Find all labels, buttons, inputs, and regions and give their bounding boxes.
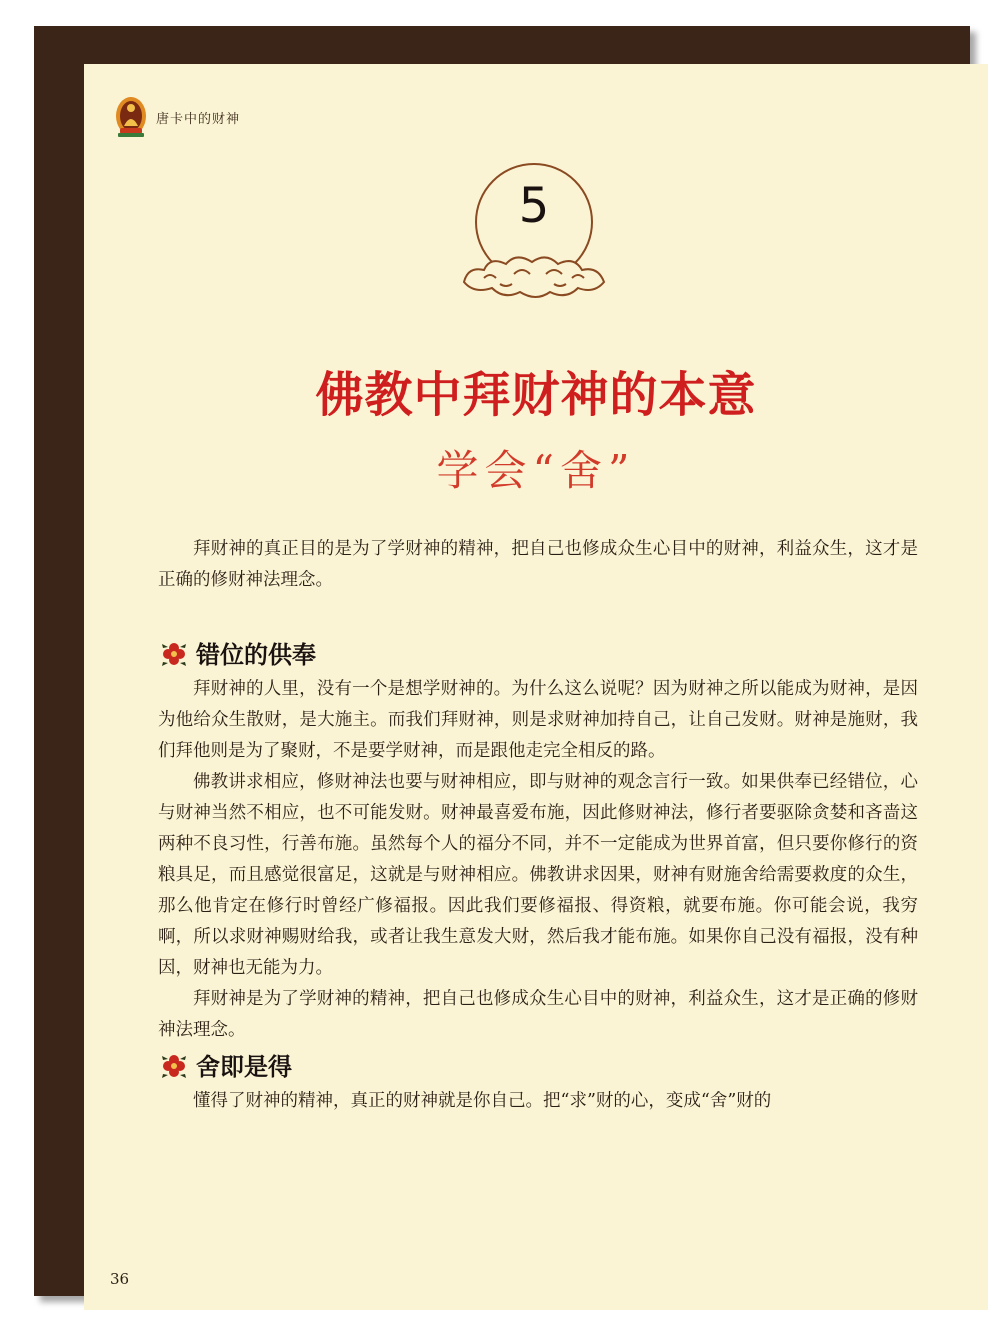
paragraph: 拜财神是为了学财神的精神，把自己也修成众生心目中的财神，利益众生，这才是正确的修财神法理念。 (158, 989, 918, 1040)
book-page (84, 64, 988, 1310)
chapter-subtitle: 学会“舍” (436, 446, 636, 495)
chapter-badge (464, 160, 624, 310)
section-title: 舍即是得 (196, 1051, 292, 1081)
flower-icon (158, 1050, 190, 1082)
paragraph: 佛教讲求相应，修财神法也要与财神相应，即与财神的观念言行一致。如果供奉已经错位，心与财神当然不相应，也不可能发财。财神最喜爱布施，因此修财神法，修行者要驱除贪婪和吝啬这两种不良习性，行善布施。虽然每个人的福分不同，并不一定能成为世界首富，但只要你修行的资粮具足，而且感觉很富足，这就是与财神相应。佛教讲求因果，财神有财施舍给需要救度的众生，那么他肯定在修行时曾经广修福报。因此我们要修福报、得资粮，就要布施。你可能会说，我穷啊，所以求财神赐财给我，或者让我生意发大财，然后我才能布施。如果你自己没有福报，没有种因，财神也无能为力。 (158, 772, 918, 978)
running-header (114, 96, 240, 138)
page-number: 36 (110, 1270, 130, 1288)
paragraph: 拜财神的人里，没有一个是想学财神的。为什么这么说呢？因为财神之所以能成为财神，是因为他给众生散财，是大施主。而我们拜财神，则是求财神加持自己，让自己发财。财神是施财，我们拜他则是为了聚财，不是要学财神，而是跟他走完全相反的路。 (158, 679, 918, 761)
chapter-title: 佛教中拜财神的本意 (315, 367, 757, 423)
intro-paragraph: 拜财神的真正目的是为了学财神的精神，把自己也修成众生心目中的财神，利益众生，这才是正确的修财神法理念。 (158, 539, 918, 590)
chapter-number: 5 (518, 178, 550, 234)
section-heading (158, 1046, 918, 1086)
paragraph: 懂得了财神的精神，真正的财神就是你自己。把“求”财的心，变成“舍”财的 (193, 1091, 772, 1111)
page-frame (34, 26, 970, 1296)
section-title: 错位的供奉 (196, 639, 316, 669)
buddha-icon (114, 96, 148, 138)
header-title: 唐卡中的财神 (156, 111, 241, 127)
section-heading (158, 634, 918, 674)
flower-icon (158, 638, 190, 670)
page-body (158, 534, 918, 1117)
